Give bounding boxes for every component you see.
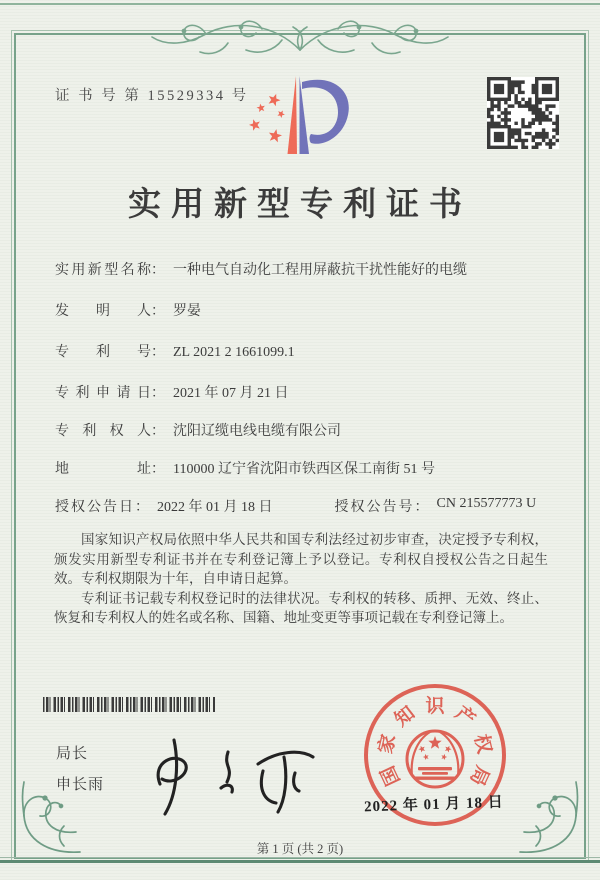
- field-colon: ：: [151, 263, 165, 278]
- field-value: 110000 辽宁省沈阳市铁西区保工南街 51 号: [173, 462, 435, 477]
- seal-ring-char: 国: [377, 762, 405, 789]
- field-label: 地址: [55, 462, 151, 477]
- field-label: 实用新型名称: [55, 263, 151, 278]
- field-colon: ：: [151, 462, 165, 477]
- legal-paragraph-2: 专利证书记载专利权登记时的法律状况。专利权的转移、质押、无效、终止、恢复和专利权人的姓名或名称、国籍、地址变更等事项记载在专利登记簿上。: [54, 590, 548, 625]
- commissioner-role-label: 局长: [56, 746, 89, 762]
- top-edge-rule: [0, 3, 600, 5]
- certificate-number: 证 书 号 第 15529334 号: [55, 88, 249, 104]
- field-colon: ：: [151, 424, 165, 439]
- seal-ring-char: 产: [450, 702, 479, 731]
- field-colon: ：: [151, 345, 165, 360]
- field-row-invention-name: [55, 259, 555, 279]
- commissioner-name-label: 申长雨: [56, 777, 105, 793]
- field-colon: ：: [151, 304, 165, 319]
- seal-ring-char: 识: [425, 696, 445, 717]
- grant-number-value: CN 215577773 U: [436, 496, 537, 511]
- bottom-edge-rule-thin: [0, 857, 600, 858]
- field-row-inventor: [55, 300, 555, 320]
- field-value: 一种电气自动化工程用屏蔽抗干扰性能好的电缆: [173, 263, 467, 278]
- seal-date: 2022 年 01 月 18 日: [363, 794, 505, 816]
- field-colon: ：: [414, 500, 429, 515]
- grant-row: [55, 496, 555, 516]
- field-label: 专利号: [55, 345, 151, 360]
- grant-number-pair: [335, 496, 537, 516]
- field-value: ZL 2021 2 1661099.1: [173, 345, 295, 360]
- certificate-title: 实用新型专利证书: [128, 187, 472, 223]
- seal-ring-char: 权: [469, 732, 495, 756]
- field-colon: ：: [135, 500, 149, 515]
- cnipa-logo-icon: [230, 72, 370, 164]
- field-label: 专利申请日: [55, 386, 151, 401]
- seal-ring-char: 局: [465, 762, 493, 789]
- seal-ring-char: 知: [391, 702, 420, 731]
- grant-number-label: 授权公告号: [334, 500, 415, 515]
- field-row-patentee: [55, 420, 555, 440]
- border-ornament-top-icon: [150, 10, 450, 64]
- field-row-patent-number: [55, 341, 555, 361]
- field-label: 发明人: [55, 304, 151, 319]
- grant-date-label: 授权公告日: [55, 500, 135, 515]
- barcode: [43, 697, 215, 712]
- grant-date-value: 2022 年 01 月 18 日: [157, 500, 273, 515]
- field-colon: ：: [151, 386, 165, 401]
- legal-paragraph-1: 国家知识产权局依照中华人民共和国专利法经过初步审查，决定授予专利权，颁发实用新型专利证书并在专利登记簿上予以登记。专利权自授权公告之日起生效。专利权期限为十年，自申请日起算。: [54, 532, 548, 586]
- legal-text-block: [54, 530, 548, 628]
- qr-code: [487, 77, 559, 149]
- bottom-edge-rule-thick: [0, 860, 600, 863]
- seal-ring-char: 家: [375, 732, 401, 756]
- field-value: 沈阳辽缆电线电缆有限公司: [173, 424, 341, 439]
- field-value: 2021 年 07 月 21 日: [173, 386, 289, 401]
- field-row-address: [55, 458, 555, 478]
- handwritten-signature: [132, 724, 327, 822]
- page-number: 第 1 页 (共 2 页): [256, 842, 344, 856]
- grant-date-pair: [55, 496, 273, 516]
- field-value: 罗晏: [173, 304, 201, 319]
- field-row-filing-date: [55, 382, 555, 402]
- national-emblem-icon: [407, 731, 463, 787]
- field-label: 专利权人: [55, 424, 151, 439]
